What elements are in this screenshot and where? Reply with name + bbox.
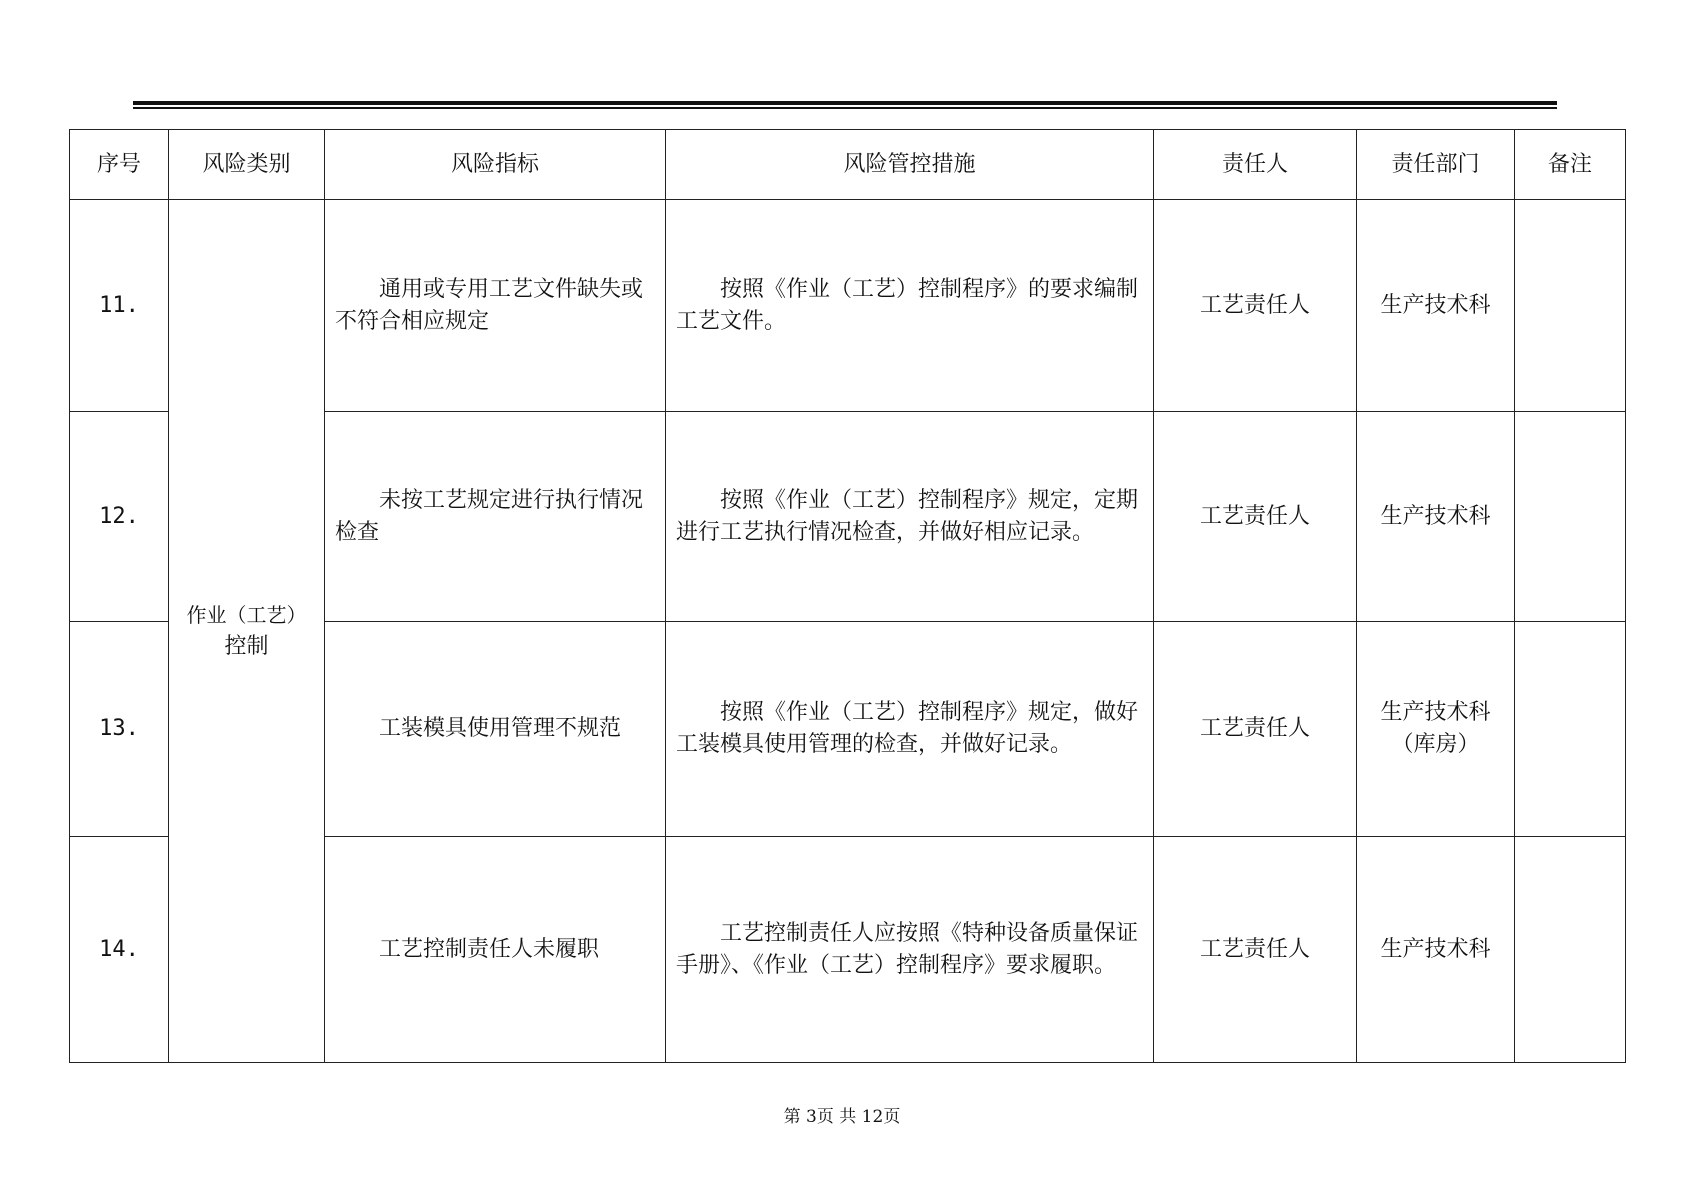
department-text: 生产技术科 [1380,503,1491,529]
control-measure-text: 按照《作业（工艺）控制程序》规定，做好工装模具使用管理的检查，并做好记录。 [676,700,1139,757]
remark-cell [1515,837,1626,1063]
control-measure-text: 按照《作业（工艺）控制程序》的要求编制工艺文件。 [676,276,1139,334]
risk-category-line1: 作业（工艺） [186,603,307,627]
row-index: 12. [70,412,169,622]
department-text: 生产技术科 [1380,700,1491,725]
row-index: 13. [70,622,169,837]
owner-cell: 工艺责任人 [1154,837,1357,1063]
header-control-measure: 风险管控措施 [666,130,1154,200]
header-department: 责任部门 [1357,130,1515,200]
risk-category-line2: 控制 [224,634,269,659]
control-measure-cell [666,837,1154,1063]
department-cell [1357,622,1515,837]
table-row [70,200,1626,412]
control-measure-cell [666,412,1154,622]
header-remark: 备注 [1515,130,1626,200]
department-cell [1357,837,1515,1063]
risk-indicator-cell [325,200,666,412]
table-header-row [70,130,1626,200]
page-number: 第 3页 共 12页 [783,1107,901,1127]
header-risk-indicator: 风险指标 [325,130,666,200]
header-index: 序号 [70,130,169,200]
header-owner: 责任人 [1154,130,1357,200]
risk-indicator-text: 通用或专用工艺文件缺失或不符合相应规定 [335,276,644,334]
risk-control-table [69,129,1626,1063]
owner-cell: 工艺责任人 [1154,412,1357,622]
control-measure-text: 按照《作业（工艺）控制程序》规定，定期进行工艺执行情况检查，并做好相应记录。 [676,487,1139,545]
control-measure-text: 工艺控制责任人应按照《特种设备质量保证手册》、《作业（工艺）控制程序》要求履职。 [676,920,1139,978]
risk-indicator-cell [325,412,666,622]
risk-indicator-text: 工装模具使用管理不规范 [379,716,622,741]
department-note: （库房） [1391,732,1480,757]
header-rule-thin [133,107,1557,109]
department-cell [1357,412,1515,622]
remark-cell [1515,200,1626,412]
header-risk-category: 风险类别 [169,130,325,200]
row-index: 11. [70,200,169,412]
department-cell [1357,200,1515,412]
department-text: 生产技术科 [1380,936,1491,962]
remark-cell [1515,412,1626,622]
owner-cell: 工艺责任人 [1154,622,1357,837]
risk-indicator-text: 工艺控制责任人未履职 [379,936,600,962]
row-index: 14. [70,837,169,1063]
department-text: 生产技术科 [1380,292,1491,318]
control-measure-cell [666,622,1154,837]
header-rule-thick [133,101,1557,105]
owner-cell: 工艺责任人 [1154,200,1357,412]
risk-indicator-text: 未按工艺规定进行执行情况检查 [335,487,644,545]
control-measure-cell [666,200,1154,412]
risk-indicator-cell [325,837,666,1063]
remark-cell [1515,622,1626,837]
risk-indicator-cell [325,622,666,837]
risk-category-cell [169,200,325,1063]
